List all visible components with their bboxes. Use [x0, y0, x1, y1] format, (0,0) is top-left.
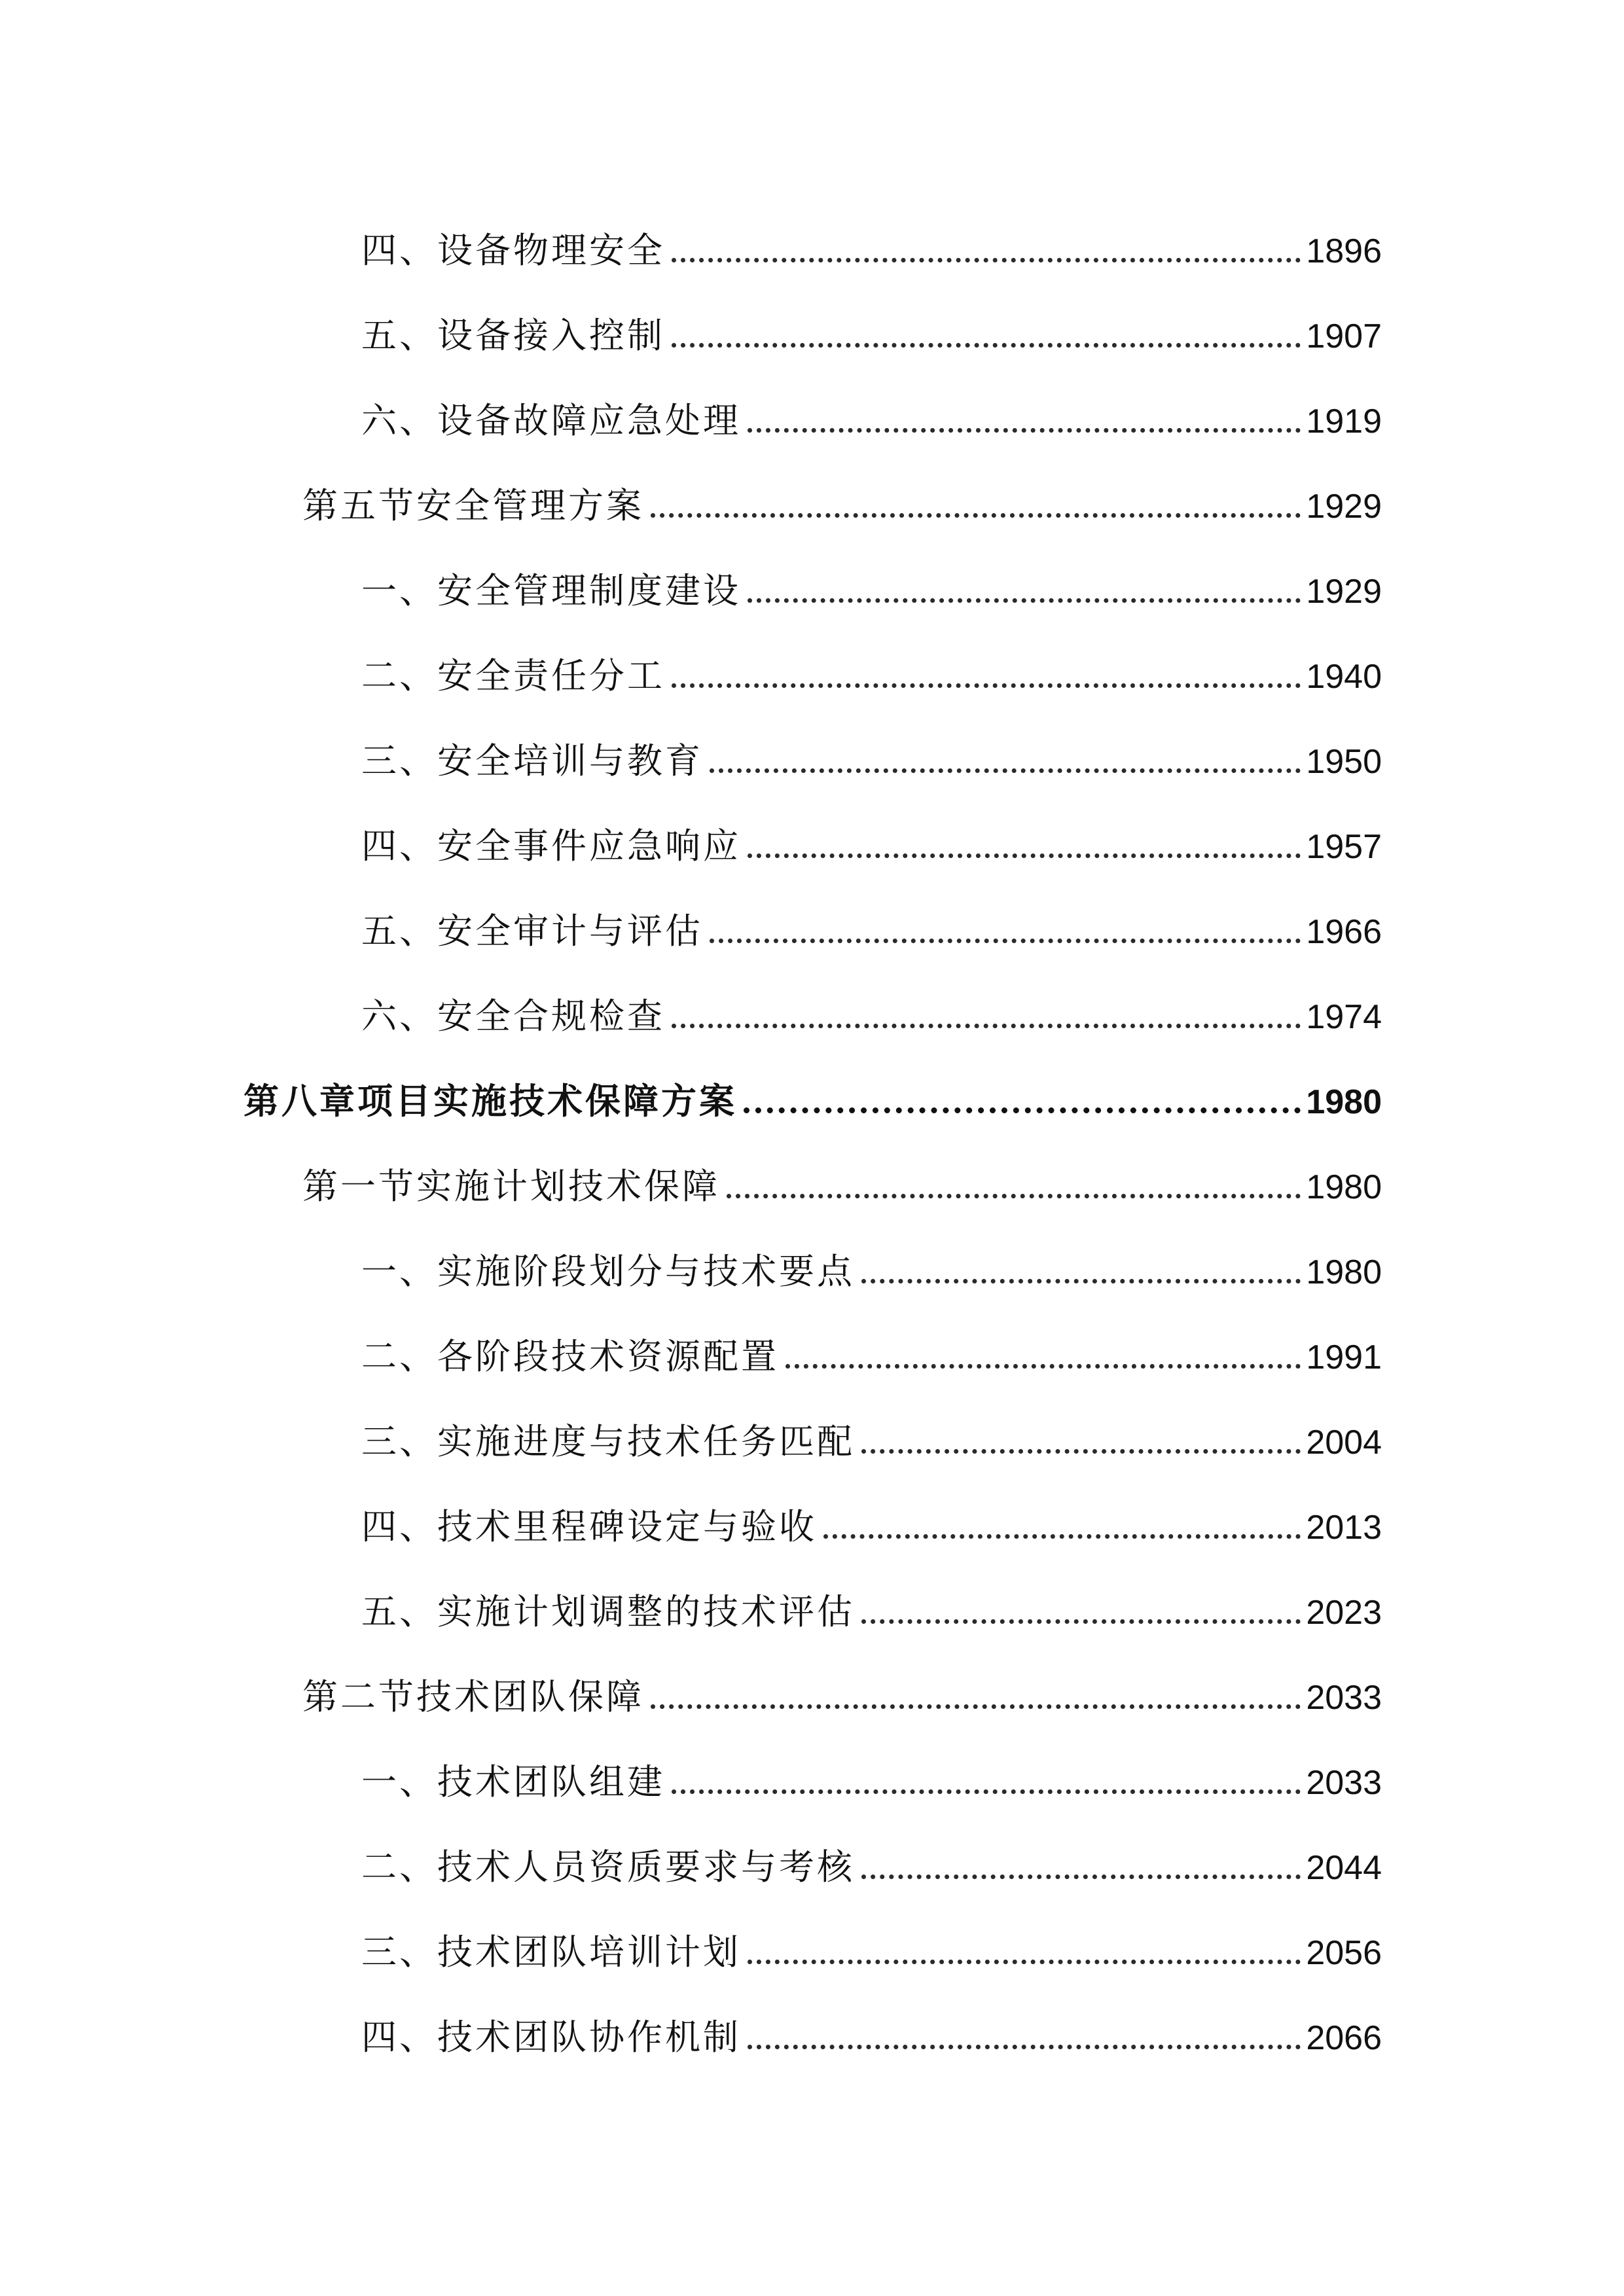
toc-entry-title: 五、实施计划调整的技术评估	[361, 1591, 855, 1632]
toc-dot-leader	[651, 1704, 1301, 1709]
toc-entry[interactable]	[361, 1826, 1382, 1888]
toc-entry-title: 二、各阶段技术资源配置	[361, 1336, 779, 1377]
toc-entry-page: 1929	[1306, 573, 1382, 611]
toc-entry-page: 2013	[1306, 1509, 1382, 1547]
toc-entry[interactable]	[361, 550, 1382, 609]
toc-dot-leader	[748, 1960, 1301, 1964]
toc-entry-title: 二、安全责任分工	[361, 655, 665, 696]
toc-dot-leader	[672, 1024, 1301, 1028]
toc-entry[interactable]	[361, 1571, 1382, 1630]
toc-entry[interactable]	[361, 1401, 1382, 1460]
toc-entry[interactable]	[361, 1911, 1382, 1973]
toc-entry[interactable]	[361, 209, 1382, 271]
toc-entry-page: 1929	[1306, 488, 1382, 526]
toc-entry-page: 1980	[1306, 1168, 1382, 1206]
toc-chapter-entry[interactable]	[244, 1060, 1382, 1122]
toc-entry-page: 1980	[1306, 1083, 1382, 1121]
toc-dot-leader	[710, 939, 1301, 943]
toc-entry[interactable]	[361, 635, 1382, 694]
toc-entry-page: 2033	[1306, 1764, 1382, 1802]
toc-entry[interactable]	[361, 1316, 1382, 1377]
toc-entry-title: 四、安全事件应急响应	[361, 825, 741, 867]
toc-dot-leader	[744, 1107, 1301, 1113]
toc-entry-title: 四、技术团队协作机制	[361, 2017, 741, 2058]
toc-entry-page: 2023	[1306, 1594, 1382, 1632]
toc-entry[interactable]	[361, 975, 1382, 1037]
toc-entry-title: 六、安全合规检查	[361, 996, 665, 1037]
toc-entry-title: 第五节安全管理方案	[302, 485, 644, 526]
toc-entry[interactable]	[361, 295, 1382, 356]
toc-dot-leader	[748, 428, 1301, 433]
toc-entry-title: 一、实施阶段划分与技术要点	[361, 1251, 855, 1292]
toc-entry-title: 四、技术里程碑设定与验收	[361, 1506, 817, 1547]
toc-entry[interactable]	[361, 1741, 1382, 1803]
toc-dot-leader	[672, 258, 1301, 262]
toc-entry-title: 三、技术团队培训计划	[361, 1931, 741, 1973]
toc-entry-page: 1991	[1306, 1338, 1382, 1376]
toc-dot-leader	[748, 598, 1301, 603]
toc-entry-title: 第一节实施计划技术保障	[302, 1166, 720, 1207]
toc-dot-leader	[861, 1619, 1301, 1624]
toc-entry-page: 1940	[1306, 658, 1382, 696]
toc-dot-leader	[748, 2045, 1301, 2049]
toc-entry-title: 一、技术团队组建	[361, 1761, 665, 1803]
toc-entry-title: 三、实施进度与技术任务匹配	[361, 1421, 855, 1462]
toc-dot-leader	[785, 1364, 1301, 1369]
toc-dot-leader	[861, 1279, 1301, 1283]
toc-entry-title: 一、安全管理制度建设	[361, 570, 741, 611]
toc-entry-page: 1966	[1306, 913, 1382, 951]
toc-dot-leader	[861, 1449, 1301, 1454]
toc-entry[interactable]	[361, 720, 1382, 779]
toc-entry-title: 三、安全培训与教育	[361, 740, 703, 781]
toc-entry[interactable]	[361, 1486, 1382, 1545]
toc-entry[interactable]	[361, 1996, 1382, 2058]
toc-entry-page: 1907	[1306, 317, 1382, 355]
toc-entry-title: 六、设备故障应急处理	[361, 400, 741, 441]
toc-dot-leader	[672, 343, 1301, 348]
toc-entry-page: 2066	[1306, 2019, 1382, 2057]
toc-entry-title: 四、设备物理安全	[361, 230, 665, 271]
toc-entry-page: 2044	[1306, 1849, 1382, 1887]
toc-entry[interactable]	[361, 1230, 1382, 1292]
toc-entry-title: 第二节技术团队保障	[302, 1676, 644, 1717]
toc-entry-page: 2033	[1306, 1679, 1382, 1717]
toc-entry-title: 二、技术人员资质要求与考核	[361, 1846, 855, 1888]
toc-entry-title: 第八章项目实施技术保障方案	[244, 1081, 737, 1122]
toc-entry-page: 1957	[1306, 828, 1382, 866]
toc-entry-page: 1896	[1306, 232, 1382, 270]
toc-entry-page: 1950	[1306, 743, 1382, 781]
toc-entry[interactable]	[302, 465, 1382, 524]
toc-dot-leader	[651, 513, 1301, 518]
toc-dot-leader	[672, 1789, 1301, 1794]
toc-dot-leader	[748, 853, 1301, 858]
toc-entry-page: 1919	[1306, 403, 1382, 440]
toc-dot-leader	[861, 1874, 1301, 1879]
toc-entry[interactable]	[302, 1656, 1382, 1715]
toc-dot-leader	[710, 768, 1301, 773]
toc-entry[interactable]	[361, 380, 1382, 439]
toc-dot-leader	[672, 683, 1301, 688]
toc-entry-title: 五、设备接入控制	[361, 315, 665, 356]
toc-entry-title: 五、安全审计与评估	[361, 910, 703, 952]
toc-entry-page: 2004	[1306, 1424, 1382, 1462]
toc-entry[interactable]	[361, 890, 1382, 952]
toc-dot-leader	[823, 1534, 1301, 1539]
toc-entry-page: 2056	[1306, 1934, 1382, 1972]
toc-entry[interactable]	[302, 1145, 1382, 1207]
toc-entry[interactable]	[361, 805, 1382, 867]
toc-entry-page: 1980	[1306, 1253, 1382, 1291]
toc-entry-page: 1974	[1306, 998, 1382, 1036]
toc-dot-leader	[727, 1194, 1301, 1198]
